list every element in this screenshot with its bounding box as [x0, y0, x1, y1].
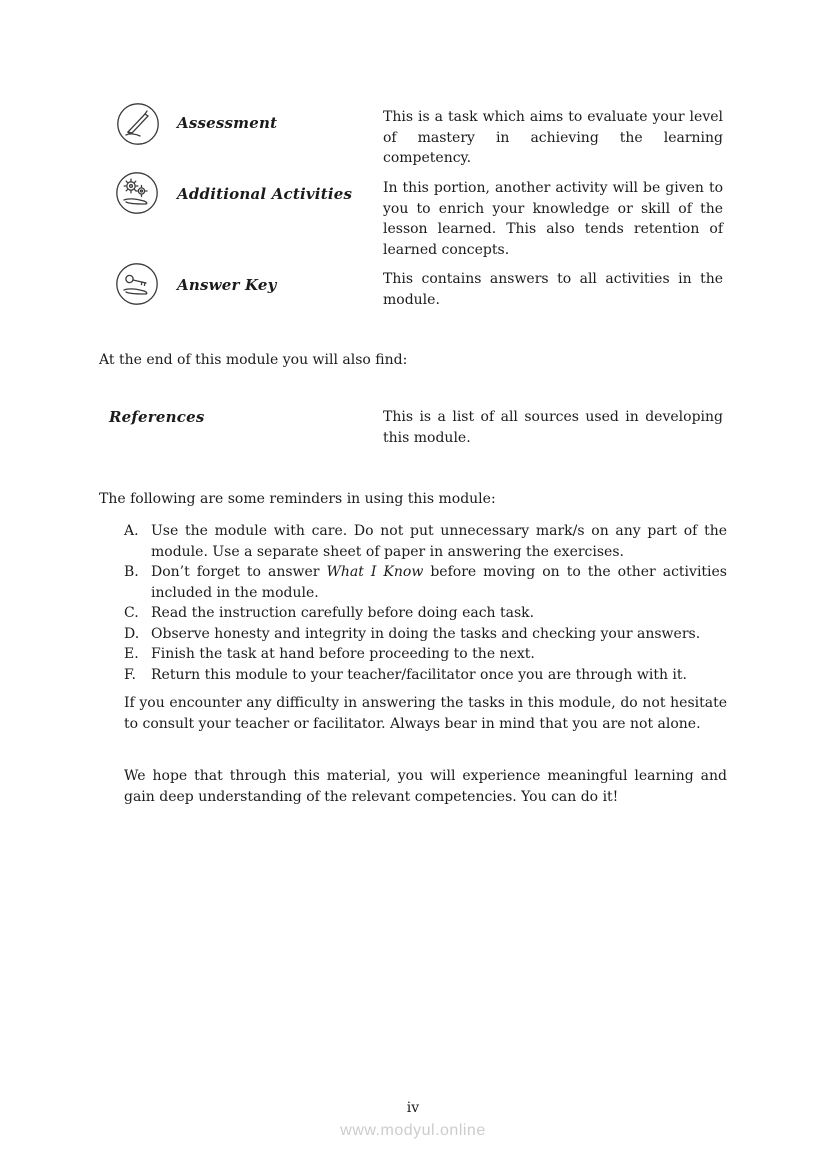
list-text: Use the module with care. Do not put unnecessary mark/s on any part of the module. Use a separate sheet of paper in answering the exercises.: [151, 523, 727, 560]
assessment-description: This is a task which aims to evaluate your level of mastery in achieving the learning competency.: [383, 109, 723, 166]
answer-key-icon: [115, 262, 159, 306]
list-letter: F.: [124, 666, 136, 683]
additional-activities-label: Additional Activities: [177, 185, 353, 203]
list-letter: B.: [124, 564, 139, 580]
list-text: Read the instruction carefully before doing each task.: [151, 605, 535, 621]
reminders-intro: The following are some reminders in using this module:: [99, 491, 496, 507]
list-item: [124, 644, 727, 665]
list-text-post: before moving on to the other activities included in the module.: [151, 564, 727, 601]
list-text: Finish the task at hand before proceeding to the next.: [151, 646, 535, 662]
encouragement-paragraph-1: If you encounter any difficulty in answering the tasks in this module, do not hesitate to consult your teacher or facilitator. Always bear in mind that you are not alone.: [124, 695, 727, 732]
list-item: [124, 521, 727, 562]
end-note: At the end of this module you will also find:: [99, 352, 408, 368]
list-item: [124, 562, 727, 603]
additional-activities-description: In this portion, another activity will be given to you to enrich your knowledge or skill of the lesson learned. This also tends retention of learned concepts.: [383, 180, 723, 258]
encouragement-paragraph-2: We hope that through this material, you will experience meaningful learning and gain deep understanding of the relevant competencies. You can do it!: [124, 768, 727, 805]
assessment-label: Assessment: [177, 114, 278, 132]
list-text-pre: Don’t forget to answer: [151, 564, 327, 580]
answer-key-label: Answer Key: [177, 276, 277, 294]
reminders-list: [124, 521, 727, 685]
list-item: [124, 603, 727, 624]
list-letter: A.: [124, 523, 139, 539]
list-item: [124, 665, 727, 686]
references-description: This is a list of all sources used in developing this module.: [383, 409, 723, 446]
list-item: [124, 624, 727, 645]
list-text: [151, 562, 727, 603]
list-text: Return this module to your teacher/facilitator once you are through with it.: [151, 666, 687, 683]
watermark: www.modyul.online: [340, 1122, 486, 1139]
assessment-icon: [116, 102, 160, 146]
list-letter: D.: [124, 625, 140, 642]
list-text-italic: What I Know: [326, 564, 424, 580]
answer-key-description: This contains answers to all activities in the module.: [383, 271, 723, 308]
references-label: References: [109, 408, 205, 426]
list-letter: E.: [124, 646, 139, 662]
list-text: Observe honesty and integrity in doing the tasks and checking your answers.: [151, 625, 701, 642]
list-letter: C.: [124, 605, 139, 621]
page-number: iv: [406, 1100, 420, 1116]
additional-activities-icon: [115, 171, 159, 215]
